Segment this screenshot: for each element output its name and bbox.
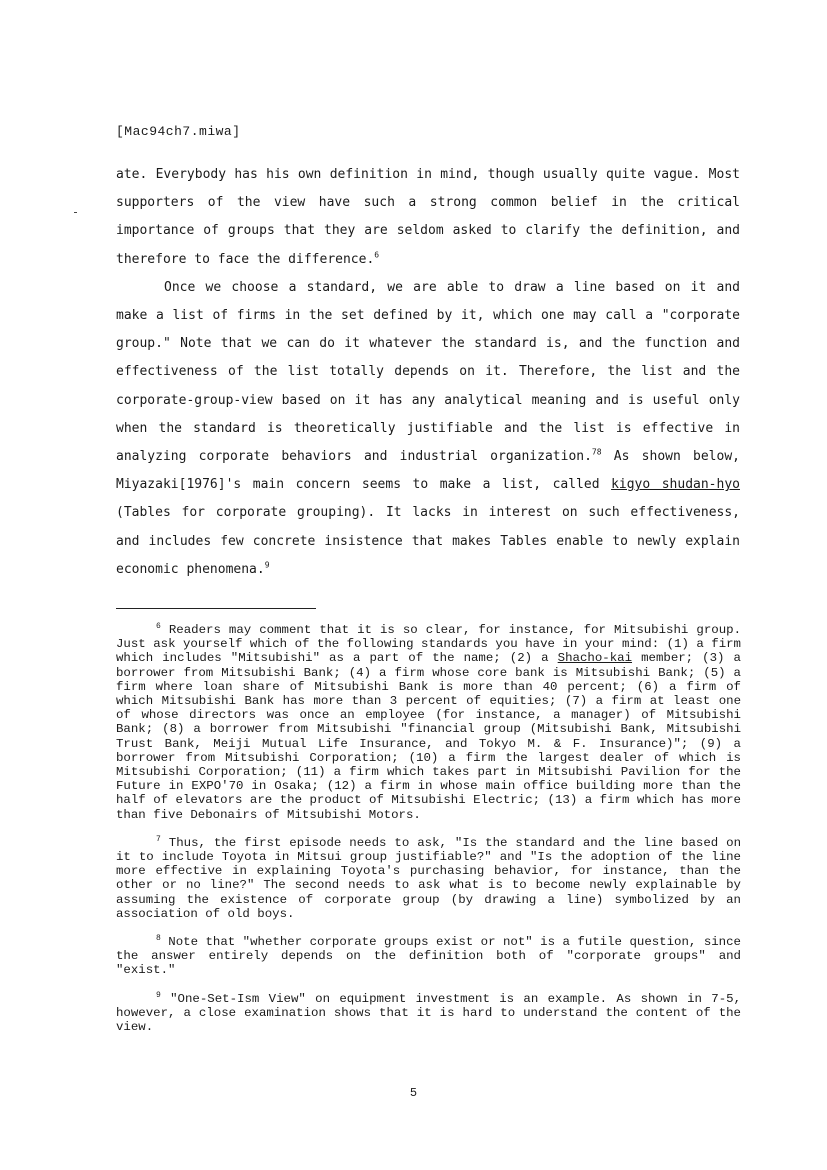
footnote-7	[116, 836, 741, 921]
footnote-ref-9[interactable]: 9	[264, 560, 270, 570]
footnote-mark-8: 8	[156, 933, 161, 943]
term-kigyo-shudan-hyo: kigyo shudan-hyo	[611, 477, 740, 493]
paragraph-1	[116, 161, 740, 274]
footnote-8-text: Note that "whether corporate groups exist or not" is a futile question, since the answer entirely depends on the definition both of "corporate groups" and "exist."	[116, 935, 741, 978]
footnote-ref-6[interactable]: 6	[374, 250, 380, 260]
paragraph-2-text-c: (Tables for corporate grouping). It lacks in interest on such effectiveness, and includes few concrete insistence that makes Tables enable to newly explain economic phenomena.	[116, 505, 740, 577]
document-id-header: [Mac94ch7.miwa]	[116, 124, 241, 139]
footnote-mark-7: 7	[156, 834, 161, 844]
footnote-ref-8[interactable]: 8	[596, 447, 602, 457]
margin-mark	[74, 212, 77, 213]
footnote-7-text: Thus, the first episode needs to ask, "Is the standard and the line based on it to include Toyota in Mitsui group justifiable?" and "Is the adoption of the line more effective in explaining Toyota's purchasing behavior, for instance, than the other or no line?" The second needs to ask what is to become newly explainable by assuming the existence of corporate group (by drawing a line) symbolized by an association of old boys.	[116, 835, 742, 921]
footnote-mark-9: 9	[156, 990, 161, 1000]
term-shacho-kai: Shacho-kai	[557, 651, 633, 666]
footnote-6-text-a: Readers may comment that it is so clear, for instance, for Mitsubishi group. Just ask yourself which of the following standards you have in your mind: (1) a firm which includes "Mitsubishi" as a part of the name; (2) a	[116, 623, 742, 666]
footnote-6	[116, 623, 741, 822]
paragraph-2-text-a: Once we choose a standard, we are able to draw a line based on it and make a list of firms in the set defined by it, which one may call a "corporate group." Note that we can do it whatever the standard is, and the function and effectiveness of the list totally depends on it. Therefore, the list and the corporate-group-view based on it has any analytical meaning and is useful only when the standard is theoretically justifiable and the list is effective in analyzing corporate behaviors and industrial organization.	[116, 279, 740, 465]
footnote-8	[116, 935, 741, 978]
paragraph-1-text: ate. Everybody has his own definition in mind, though usually quite vague. Most supporters of the view have such a strong common belief in the critical importance of groups that they are seldom asked to clarify the definition, and therefore to face the difference.	[116, 167, 740, 267]
footnote-9-text: "One-Set-Ism View" on equipment investment is an example. As shown in 7-5, however, a close examination shows that it is hard to understand the content of the view.	[116, 991, 741, 1035]
body-text	[116, 161, 740, 584]
footnotes	[116, 623, 741, 1048]
paragraph-2-text-b: As shown below, Miyazaki[1976]'s main concern seems to make a list, called	[116, 449, 740, 493]
footnote-mark-6: 6	[156, 621, 161, 631]
footnote-6-text-b: member; (3) a borrower from Mitsubishi Bank; (4) a firm whose core bank is Mitsubishi Bank; (5) a firm where loan share of Mitsubishi Bank is more than 40 percent; (6) a firm of which Mitsubishi Bank has more than 3 percent of equities; (7) a firm at least one of whose directors was once an employee (for instance, a manager) of Mitsubishi Bank; (8) a borrower from Mitsubishi "financial group (Mitsubishi Bank, Mitsubishi Trust Bank, Meiji Mutual Life Insurance, and Tokyo M. & F. Insurance)"; (9) a borrower from Mitsubishi Corporation; (10) a firm the largest dealer of which is Mitsubishi Corporation; (11) a firm which takes part in Mitsubishi Pavilion for the Future in EXPO'70 in Osaka; (12) a firm in whose main office building more than the half of elevators are the product of Mitsubishi Electric; (13) a firm which has more than five Debonairs of Mitsubishi Motors.	[116, 651, 741, 822]
footnote-separator	[116, 608, 316, 609]
page-number: 5	[409, 1086, 418, 1100]
footnote-ref-7[interactable]: 7	[591, 447, 597, 457]
paragraph-2	[116, 274, 740, 584]
footnote-9	[116, 992, 741, 1035]
